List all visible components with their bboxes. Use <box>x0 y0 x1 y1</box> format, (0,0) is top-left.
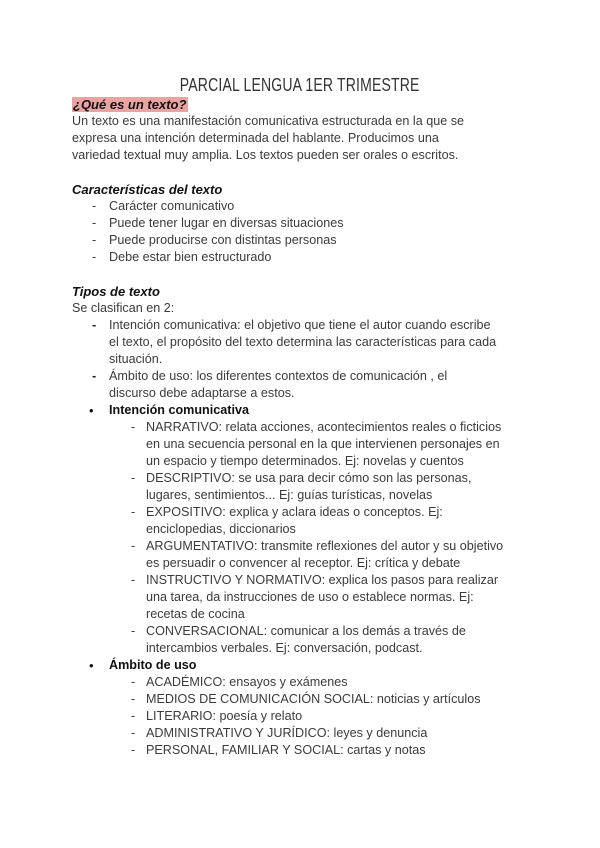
list-item-text: es persuadir o convencer al receptor. Ej: crítica y debate <box>146 556 461 570</box>
paragraph-line: variedad textual muy amplia. Los textos pueden ser orales o escritos. <box>72 148 459 162</box>
group-heading <box>0 402 600 419</box>
list-item-text: Intención comunicativa: el objetivo que tiene el autor cuando escribe <box>109 318 491 332</box>
list-item <box>0 249 600 266</box>
dash-bullet-icon: - <box>92 216 97 230</box>
sub-list-item-continuation <box>0 555 600 572</box>
dash-bullet-icon: - <box>131 624 136 638</box>
list-item <box>0 198 600 215</box>
dash-bullet-icon: - <box>131 573 136 587</box>
sub-list-item <box>0 674 600 691</box>
list-item-text: INSTRUCTIVO Y NORMATIVO: explica los pasos para realizar <box>146 573 499 587</box>
characteristics-list <box>0 198 600 266</box>
sub-list-item <box>0 742 600 759</box>
dash-bullet-icon: - <box>131 726 136 740</box>
list-item-text: Puede producirse con distintas personas <box>109 233 337 247</box>
dash-bullet-icon: - <box>92 250 97 264</box>
section-heading-tipos: Tipos de texto <box>72 284 160 299</box>
types-intro: Se clasifican en 2: <box>72 301 175 315</box>
spacer <box>0 266 600 283</box>
sub-list-item <box>0 504 600 521</box>
section-heading-caracteristicas: Características del texto <box>72 182 223 197</box>
list-item-text: Debe estar bien estructurado <box>109 250 272 264</box>
highlighted-heading: ¿Qué es un texto? <box>73 97 187 112</box>
list-item-text: Ámbito de uso: los diferentes contextos de comunicación , el <box>109 369 448 383</box>
paragraph-line: Un texto es una manifestación comunicativa estructurada en la que se <box>72 114 465 128</box>
sub-list-item-continuation <box>0 521 600 538</box>
sub-list-item <box>0 708 600 725</box>
list-item-text: ACADÉMICO: ensayos y exámenes <box>146 675 348 689</box>
intro-paragraph <box>0 113 600 164</box>
sub-list-item <box>0 538 600 555</box>
list-item <box>0 215 600 232</box>
group-heading <box>0 657 600 674</box>
sub-list-item-continuation <box>0 606 600 623</box>
dash-bullet-icon: - <box>131 709 136 723</box>
sub-list-item-continuation <box>0 640 600 657</box>
group-heading-text: Intención comunicativa <box>109 403 249 417</box>
sub-list-item <box>0 470 600 487</box>
list-item-text: un espacio y tiempo determinados. Ej: novelas y cuentos <box>146 454 464 468</box>
list-item-text: MEDIOS DE COMUNICACIÓN SOCIAL: noticias y artículos <box>146 692 481 706</box>
list-item-text: Carácter comunicativo <box>109 199 235 213</box>
list-item-text: intercambios verbales. Ej: conversación, podcast. <box>146 641 423 655</box>
sub-list-item-continuation <box>0 589 600 606</box>
list-item-text: enciclopedias, diccionarios <box>146 522 296 536</box>
type-bullet-continuation <box>0 334 600 351</box>
dash-bullet-icon: - <box>92 199 97 213</box>
sub-list-item-continuation <box>0 453 600 470</box>
list-item-text: NARRATIVO: relata acciones, acontecimientos reales o ficticios <box>146 420 502 434</box>
list-item-text: CONVERSACIONAL: comunicar a los demás a través de <box>146 624 466 638</box>
dash-bullet-icon: - <box>131 743 136 757</box>
sub-list-item <box>0 725 600 742</box>
dash-bullet-icon: - <box>92 233 97 247</box>
dash-bullet-icon: - <box>131 505 136 519</box>
sub-list-item <box>0 691 600 708</box>
list-item-text: discurso debe adaptarse a estos. <box>109 386 295 400</box>
bullet-dot-icon: • <box>89 658 94 673</box>
list-item-text: ARGUMENTATIVO: transmite reflexiones del autor y su objetivo <box>146 539 504 553</box>
sub-list-item <box>0 623 600 640</box>
dash-bullet-icon: - <box>92 318 97 332</box>
paragraph-line: expresa una intención determinada del hablante. Producimos una <box>72 131 439 145</box>
list-item-text: Puede tener lugar en diversas situaciones <box>109 216 344 230</box>
sub-list-item-continuation <box>0 487 600 504</box>
list-item-text: ADMINISTRATIVO Y JURÍDICO: leyes y denuncia <box>146 726 428 740</box>
list-item <box>0 232 600 249</box>
list-item-text: lugares, sentimientos... Ej: guías turísticas, novelas <box>146 488 433 502</box>
type-bullet-continuation <box>0 385 600 402</box>
dash-bullet-icon: - <box>92 369 97 383</box>
list-item-text: situación. <box>109 352 163 366</box>
types-list <box>0 317 600 759</box>
sub-list-item-continuation <box>0 436 600 453</box>
document-page <box>0 74 600 759</box>
list-item-text: DESCRIPTIVO: se usa para decir cómo son las personas, <box>146 471 472 485</box>
spacer <box>0 164 600 181</box>
dash-bullet-icon: - <box>131 539 136 553</box>
dash-bullet-icon: - <box>131 692 136 706</box>
bullet-dot-icon: • <box>89 403 94 418</box>
list-item-text: PERSONAL, FAMILIAR Y SOCIAL: cartas y notas <box>146 743 426 757</box>
list-item-text: EXPOSITIVO: explica y aclara ideas o conceptos. Ej: <box>146 505 443 519</box>
dash-bullet-icon: - <box>131 675 136 689</box>
type-bullet <box>0 317 600 334</box>
list-item-text: una tarea, da instrucciones de uso o establece normas. Ej: <box>146 590 474 604</box>
list-item-text: LITERARIO: poesía y relato <box>146 709 303 723</box>
list-item-text: en una secuencia personal en la que intervienen personajes en <box>146 437 500 451</box>
dash-bullet-icon: - <box>131 420 136 434</box>
section-heading-que-es-texto <box>0 96 600 113</box>
group-heading-text: Ámbito de uso <box>109 658 197 672</box>
dash-bullet-icon: - <box>131 471 136 485</box>
document-title-text: PARCIAL LENGUA 1ER TRIMESTRE <box>180 75 420 95</box>
document-title <box>0 74 600 96</box>
sub-list-item <box>0 572 600 589</box>
list-item-text: recetas de cocina <box>146 607 245 621</box>
type-bullet-continuation <box>0 351 600 368</box>
type-bullet <box>0 368 600 385</box>
sub-list-item <box>0 419 600 436</box>
list-item-text: el texto, el propósito del texto determina las características para cada <box>109 335 497 349</box>
